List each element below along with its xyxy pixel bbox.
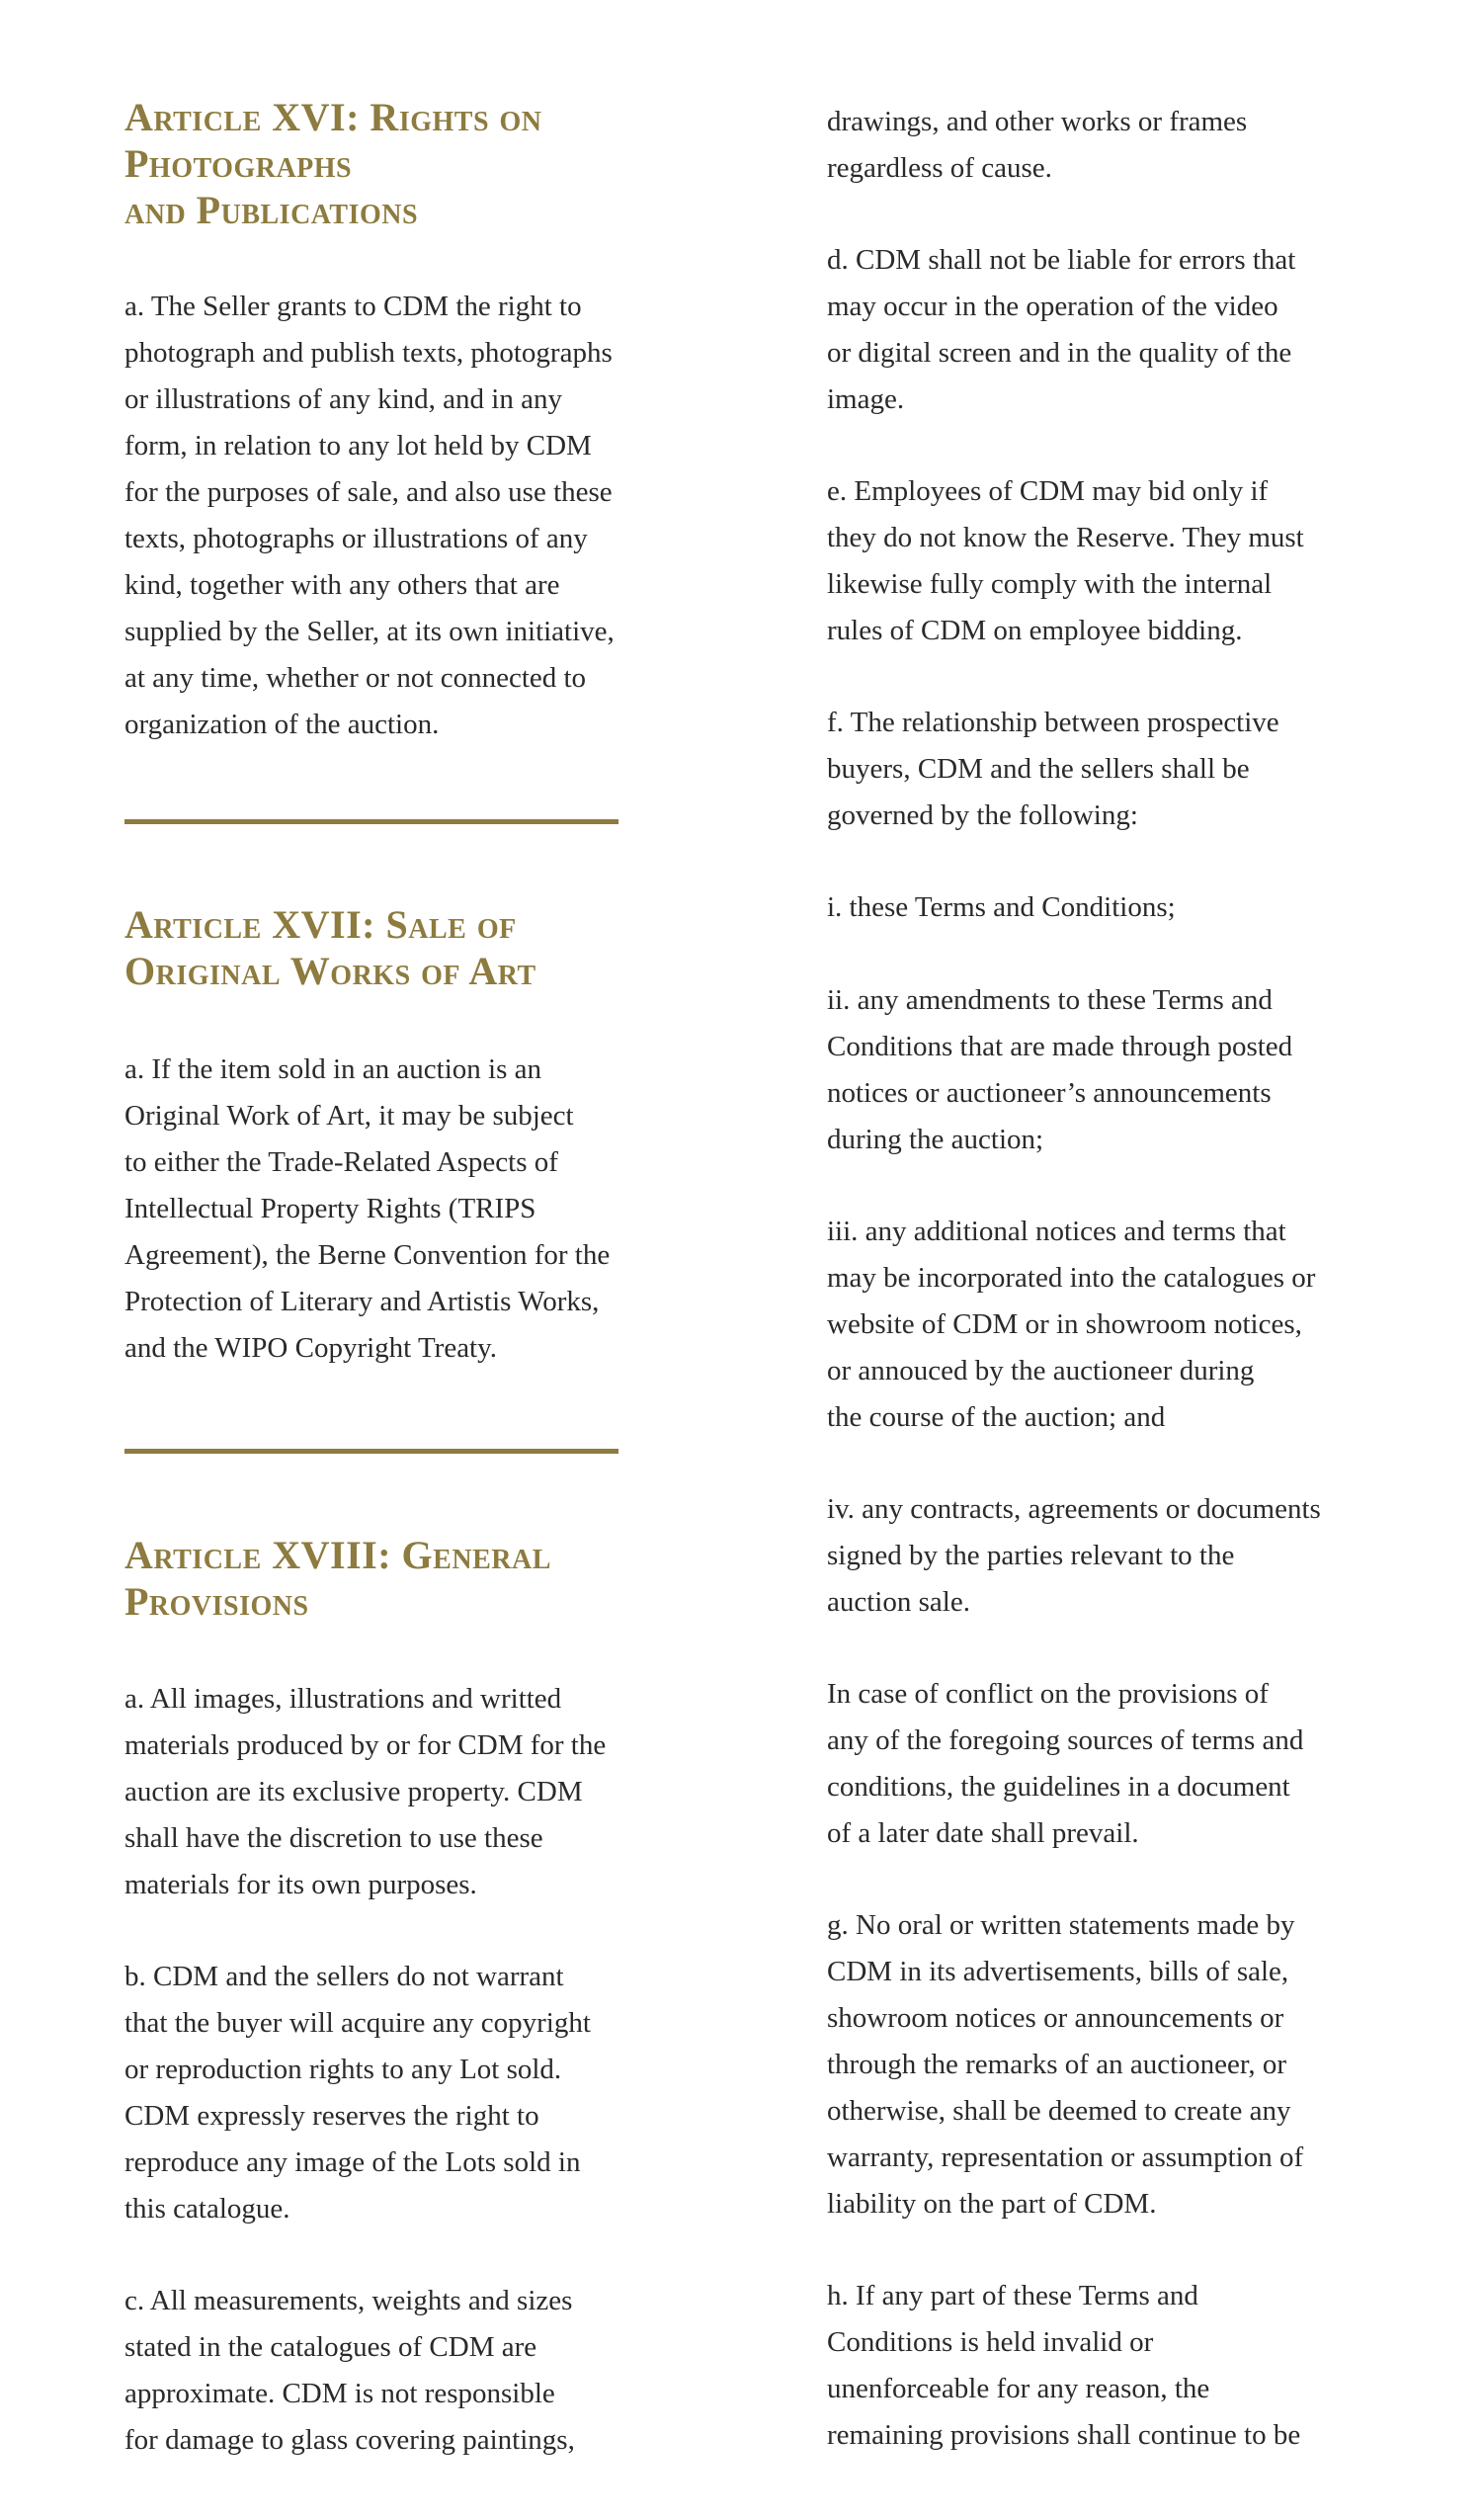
paragraph-h: h. If any part of these Terms and Conditions is held invalid or unenforceable for any reason, the remaining provisions shall continue to be: [827, 2280, 1301, 2451]
paragraph-c-continued: drawings, and other works or frames regardless of cause.: [827, 106, 1248, 184]
article-16-paragraph-a: a. The Seller grants to CDM the right to photograph and publish texts, photographs or illustrations of any kind, and in any form, in relation to any lot held by CDM for the purposes of sale, and also use these texts, photographs or illustrations of any kind, together with any others that are supplied by the Seller, at its own initiative, at any time, whether or not connected to organization of the auction.: [124, 291, 615, 740]
section-divider: [124, 1449, 618, 1454]
article-17-heading: Article XVII: Sale of Original Works of Art: [124, 902, 536, 993]
list-item-iv: iv. any contracts, agreements or documents signed by the parties relevant to the auction sale.: [827, 1493, 1321, 1618]
list-item-i: i. these Terms and Conditions;: [827, 891, 1176, 923]
paragraph-d: d. CDM shall not be liable for errors that may occur in the operation of the video or digital screen and in the quality of the image.: [827, 244, 1296, 415]
article-18-paragraph-c: c. All measurements, weights and sizes stated in the catalogues of CDM are approximate. CDM is not responsible for damage to glass covering paintings,: [124, 2285, 575, 2456]
paragraph-e: e. Employees of CDM may bid only if they do not know the Reserve. They must likewise fully comply with the internal rules of CDM on employee bidding.: [827, 475, 1304, 646]
article-16-heading: Article XVI: Rights on Photographs and Publications: [124, 95, 542, 232]
conflict-paragraph: In case of conflict on the provisions of any of the foregoing sources of terms and conditions, the guidelines in a document of a later date shall prevail.: [827, 1678, 1304, 1849]
paragraph-g: g. No oral or written statements made by CDM in its advertisements, bills of sale, showroom notices or announcements or through the remarks of an auctioneer, or otherwise, shall be deemed to create any warranty, representation or assumption of liability on the part of CDM.: [827, 1909, 1304, 2220]
list-item-iii: iii. any additional notices and terms that may be incorporated into the catalogues or website of CDM or in showroom notices, or annouced by the auctioneer during the course of the auction; and: [827, 1216, 1316, 1433]
article-18-heading: Article XVIII: General Provisions: [124, 1533, 551, 1624]
list-item-ii: ii. any amendments to these Terms and Conditions that are made through posted notices or auctioneer’s announcements during the auction;: [827, 984, 1293, 1155]
section-divider: [124, 819, 618, 824]
article-17-paragraph-a: a. If the item sold in an auction is an Original Work of Art, it may be subject to either the Trade-Related Aspects of Intellectual Property Rights (TRIPS Agreement), the Berne Convention for the Protection of Literary and Artistis Works, and the WIPO Copyright Treaty.: [124, 1053, 611, 1364]
article-18-paragraph-a: a. All images, illustrations and writted materials produced by or for CDM for the auction are its exclusive property. CDM shall have the discretion to use these materials for its own purposes.: [124, 1683, 607, 1900]
paragraph-f: f. The relationship between prospective buyers, CDM and the sellers shall be governed by the following:: [827, 707, 1279, 831]
article-18-paragraph-b: b. CDM and the sellers do not warrant that the buyer will acquire any copyright or reproduction rights to any Lot sold. CDM expressly reserves the right to reproduce any image of the Lots sold in this catalogue.: [124, 1961, 591, 2225]
